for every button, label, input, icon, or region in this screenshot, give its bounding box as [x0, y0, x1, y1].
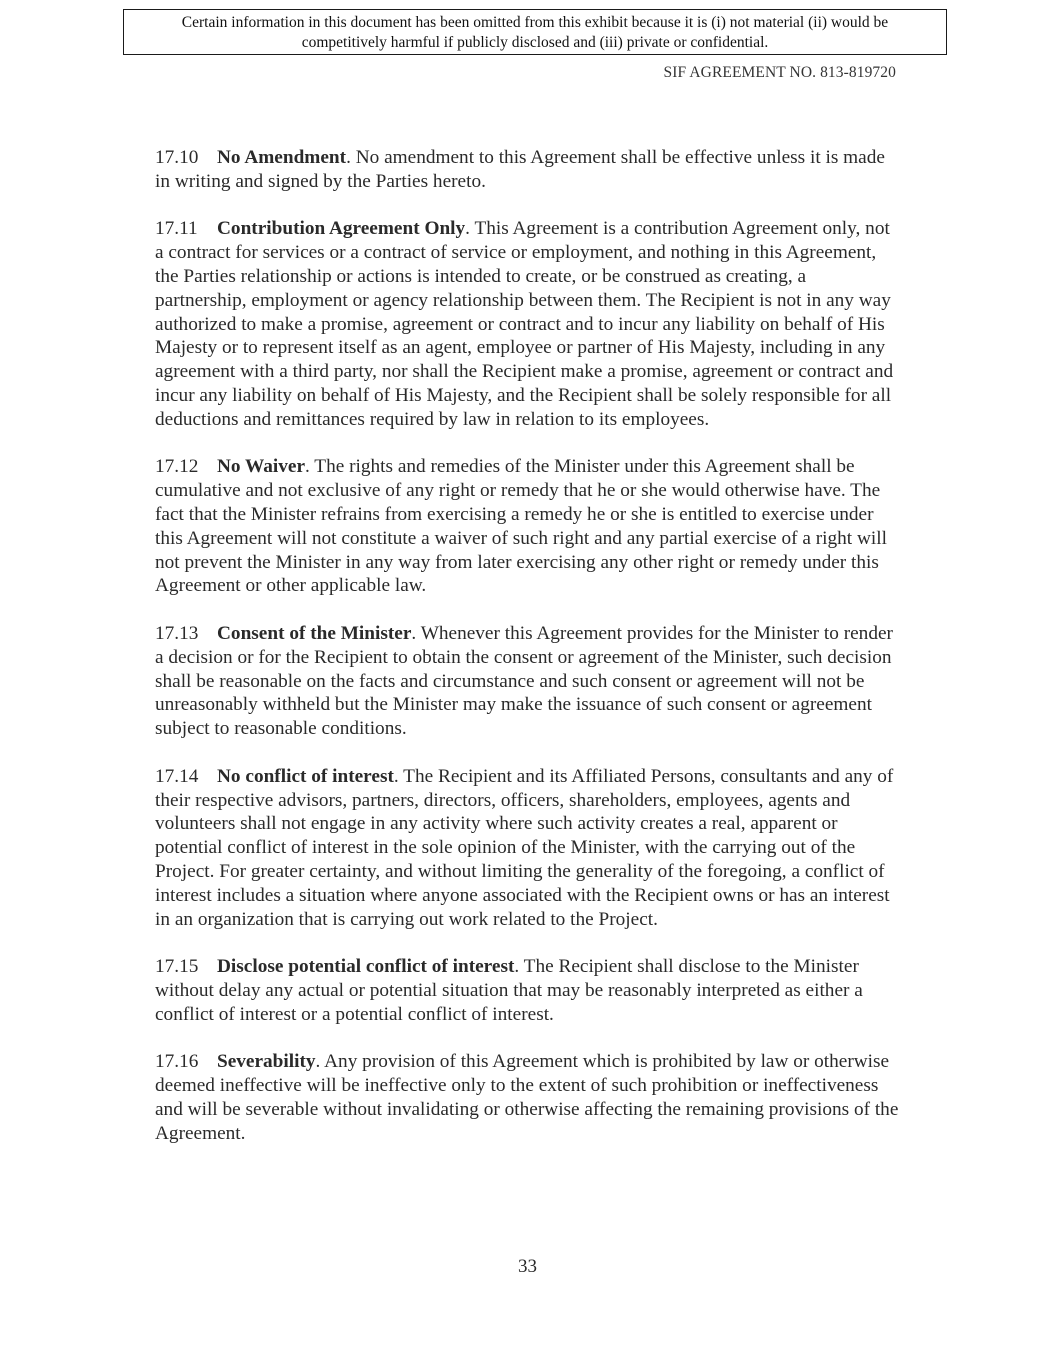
section-text: . The rights and remedies of the Minister under this Agreement shall be cumulative and not exclusive of any right or remedy that he or she would otherwise have. The fact that the Minister refrains from exercising a remedy he or she is entitled to exercise under this Agreement will not constitute a waiver of such right and any partial exercise of a right will not prevent the Minister in any way from later exercising any other right or remedy under this Agreement or other applicable law.: [155, 456, 887, 597]
redaction-notice-line1: Certain information in this document has been omitted from this exhibit because it is (i) not material (ii) would be: [181, 14, 889, 31]
section-number: 17.13: [155, 622, 199, 644]
section-number: 17.14: [155, 765, 199, 787]
section-number: 17.16: [155, 1051, 199, 1073]
section-number: 17.10: [155, 147, 199, 168]
section-17-12: [155, 455, 900, 598]
section-text: . No amendment to this Agreement shall be effective unless it is made in writing and signed by the Parties hereto.: [155, 147, 885, 192]
document-body: [155, 146, 900, 1169]
section-number: 17.15: [155, 956, 199, 978]
section-17-11: [155, 217, 900, 431]
section-17-15: [155, 955, 900, 1026]
section-17-16: [155, 1050, 900, 1145]
section-title: No Amendment: [217, 147, 347, 168]
section-text: . The Recipient and its Affiliated Persons, consultants and any of their respective advisors, partners, directors, officers, shareholders, employees, agents and volunteers shall not engage in any activity where such activity creates a real, apparent or potential conflict of interest in the sole opinion of the Minister, with the carrying out of the Project. For greater certainty, and without limiting the generality of the foregoing, a conflict of interest includes a situation where anyone associated with the Recipient owns or has an interest in an organization that is carrying out work related to the Project.: [155, 765, 894, 930]
section-number: 17.12: [155, 456, 199, 478]
section-title: No conflict of interest: [217, 765, 394, 787]
section-text: . This Agreement is a contribution Agreement only, not a contract for services or a contract of service or employment, and nothing in this Agreement, the Parties relationship or actions is intended to create, or be construed as creating, a partnership, employment or agency relationship between them. The Recipient is not in any way authorized to make a promise, agreement or contract and to incur any liability on behalf of His Majesty or to represent itself as an agent, employee or partner of His Majesty, including in any agreement with a third party, nor shall the Recipient make a promise, agreement or contract and incur any liability on behalf of His Majesty, and the Recipient shall be solely responsible for all deductions and remittances required by law in relation to its employees.: [155, 218, 894, 430]
section-text: . The Recipient shall disclose to the Minister without delay any actual or potential situation that may be reasonably interpreted as either a conflict of interest or a potential conflict of interest.: [155, 956, 863, 1025]
section-text: . Any provision of this Agreement which is prohibited by law or otherwise deemed ineffective will be ineffective only to the extent of such prohibition or ineffectiveness and will be severable without invalidating or otherwise affecting the remaining provisions of the Agreement.: [155, 1051, 899, 1144]
section-title: Severability: [217, 1051, 316, 1073]
section-17-14: [155, 765, 900, 932]
section-title: No Waiver: [217, 456, 306, 478]
section-title: Contribution Agreement Only: [217, 218, 466, 240]
agreement-number: SIF AGREEMENT NO. 813-819720: [663, 64, 896, 81]
section-17-10: [155, 146, 900, 194]
page-number: 33: [518, 1256, 537, 1277]
section-number: 17.11: [155, 218, 198, 240]
section-text: . Whenever this Agreement provides for the Minister to render a decision or for the Recipient to obtain the consent or agreement of the Minister, such decision shall be reasonable on the facts and circumstance and such consent or agreement will not be unreasonably withheld but the Minister may make the issuance of such consent or agreement subject to reasonable conditions.: [155, 622, 893, 740]
redaction-notice-box: [123, 9, 947, 55]
section-17-13: [155, 622, 900, 741]
section-title: Consent of the Minister: [217, 622, 412, 644]
section-title: Disclose potential conflict of interest: [217, 956, 515, 978]
redaction-notice-line2: competitively harmful if publicly disclosed and (iii) private or confidential.: [301, 34, 769, 51]
